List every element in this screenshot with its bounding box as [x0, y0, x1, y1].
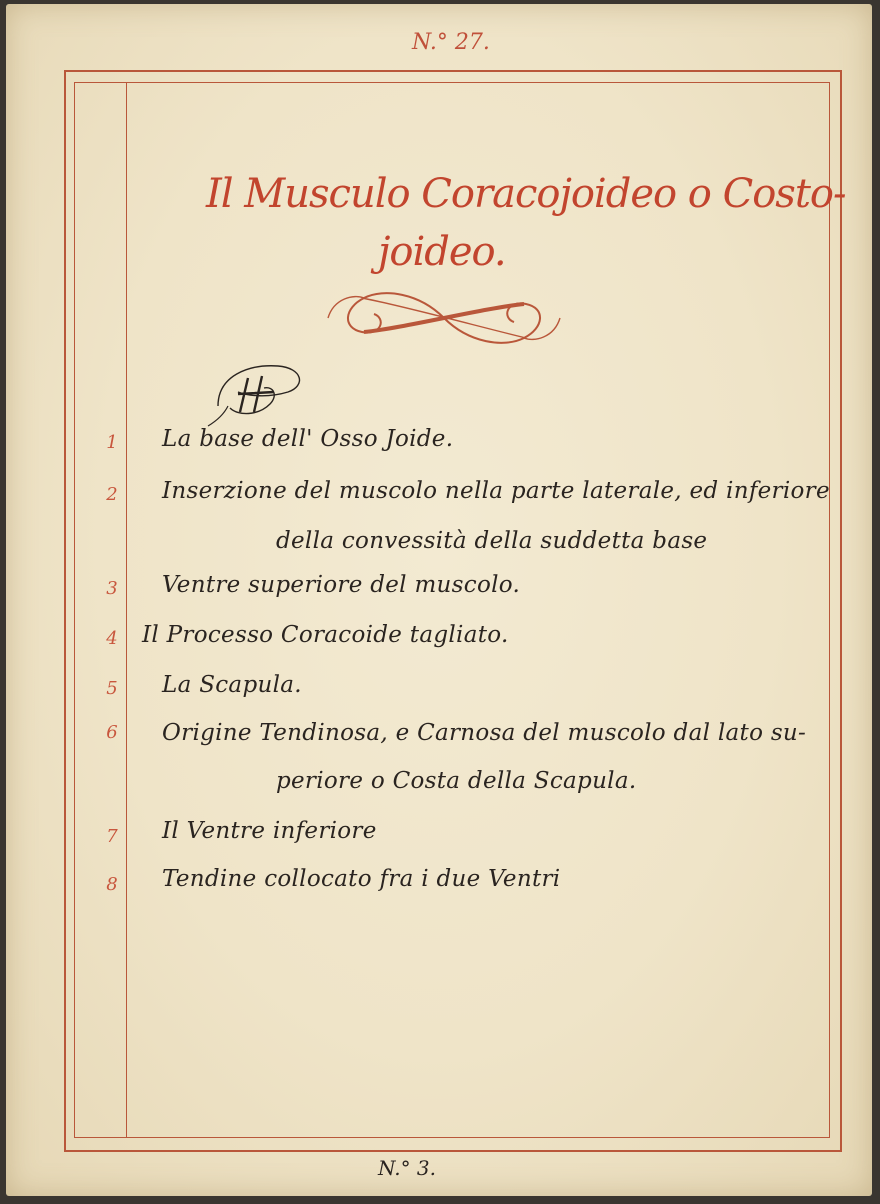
signature-mark: N.° 3. [378, 1156, 437, 1180]
legend-text-continuation: periore o Costa della Scapula. [276, 768, 637, 794]
legend-number: 7 [106, 826, 118, 847]
legend-text: La Scapula. [162, 672, 302, 698]
legend-number: 4 [106, 628, 118, 649]
legend-text: Tendine collocato fra i due Ventri [162, 866, 561, 892]
page-number: N.° 27. [412, 30, 490, 55]
legend-number: 8 [106, 874, 118, 895]
legend-text: Il Processo Coracoide tagliato. [142, 622, 509, 648]
legend-text-continuation: della convessità della suddetta base [276, 528, 708, 554]
legend-text: Ventre superiore del muscolo. [162, 572, 521, 598]
legend-list [6, 4, 880, 1204]
legend-text: Il Ventre inferiore [162, 818, 377, 844]
title-line-2: joideo. [378, 229, 506, 275]
title-line-1: Il Musculo Coracojoideo o Costo- [206, 171, 846, 217]
legend-number: 3 [106, 578, 118, 599]
legend-text: Inserzione del muscolo nella parte laterale, ed inferiore [162, 478, 830, 504]
legend-text: La base dell' Osso Joide. [162, 426, 454, 452]
legend-number: 6 [106, 722, 118, 743]
legend-text: Origine Tendinosa, e Carnosa del muscolo dal lato su- [162, 720, 807, 746]
legend-number: 2 [106, 484, 118, 505]
legend-number: 1 [106, 432, 118, 453]
manuscript-page [6, 4, 872, 1196]
legend-number: 5 [106, 678, 118, 699]
